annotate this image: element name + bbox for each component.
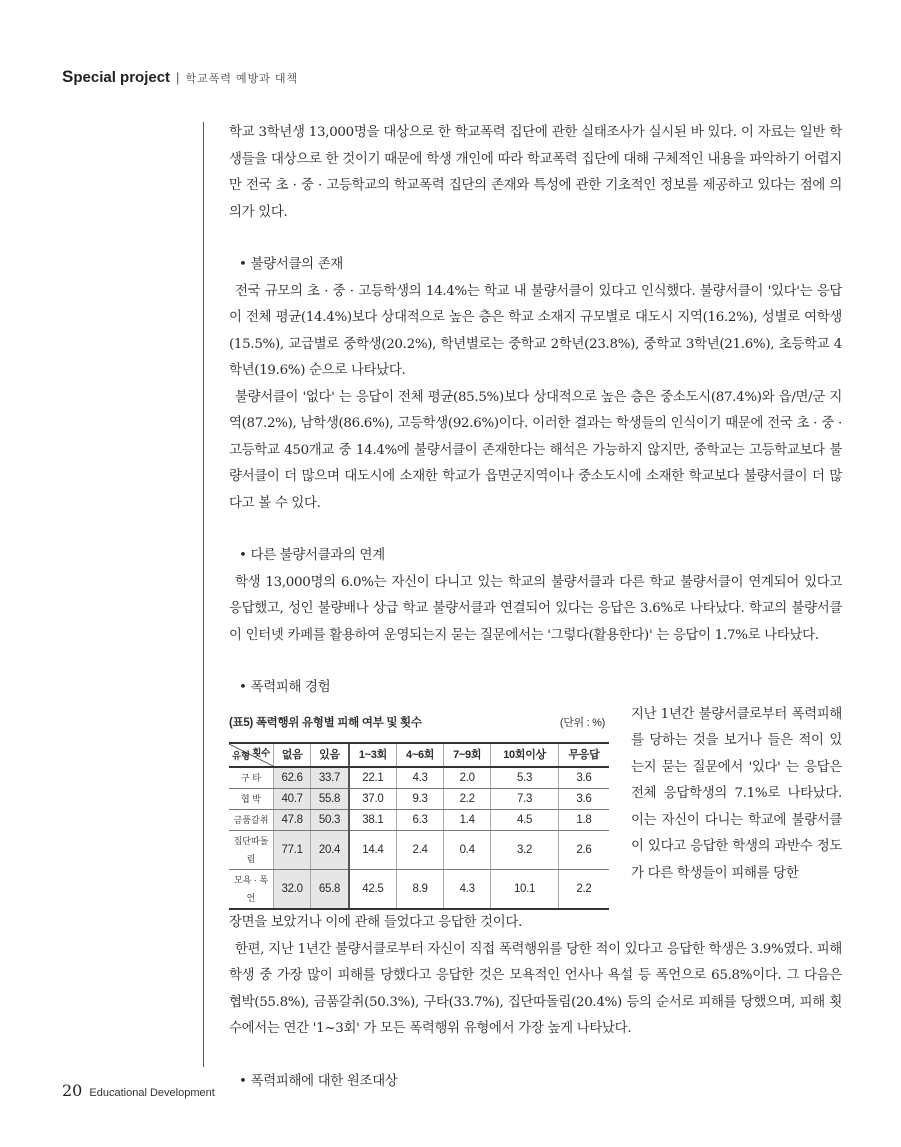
table-unit: (단위 : %) bbox=[559, 716, 605, 729]
table-row bbox=[229, 831, 609, 870]
table-and-text-row bbox=[229, 702, 842, 911]
table-cell: 3.6 bbox=[558, 767, 609, 789]
table-title: (표5) 폭력행위 유형별 피해 여부 및 횟수 bbox=[229, 716, 422, 729]
table-row bbox=[229, 810, 609, 831]
row-label: 집단따돌림 bbox=[229, 831, 274, 870]
table-cell: 37.0 bbox=[349, 789, 397, 810]
section-heading-support: • 폭력피해에 대한 원조대상 bbox=[229, 1069, 842, 1096]
row-label: 협 박 bbox=[229, 789, 274, 810]
table-cell: 1.4 bbox=[444, 810, 491, 831]
section-heading-existence: • 불량서클의 존재 bbox=[229, 252, 842, 279]
table-cell: 32.0 bbox=[274, 870, 311, 910]
side-paragraph: 지난 1년간 불량서클로부터 폭력피해를 당하는 것을 보거나 들은 적이 있는지 묻는 질문에서 '있다' 는 응답은 전체 응답학생의 7.1%로 나타났다. 이는 자신이 다니는 학교에 불량서클이 있다고 응답한 학생의 과반수 정도가 다른 학생들이 피해를 당한 bbox=[631, 706, 842, 881]
table-row bbox=[229, 767, 609, 789]
section-heading-links: • 다른 불량서클과의 연계 bbox=[229, 543, 842, 570]
table-row bbox=[229, 870, 609, 910]
victimization-table-block bbox=[229, 702, 609, 911]
table-cell: 22.1 bbox=[349, 767, 397, 789]
table-cell: 1.8 bbox=[558, 810, 609, 831]
victimization-continuation: 장면을 보았거나 이에 관해 들었다고 응답한 것이다. bbox=[229, 915, 523, 930]
victimization-table bbox=[229, 742, 609, 910]
table-cell: 50.3 bbox=[311, 810, 349, 831]
table-cell: 3.2 bbox=[491, 831, 559, 870]
page-footer bbox=[62, 1081, 215, 1100]
links-paragraph: 학생 13,000명의 6.0%는 자신이 다니고 있는 학교의 불량서클과 다른 학교 불량서클이 연계되어 있다고 응답했고, 성인 불량배나 상급 학교 불량서클과 연결되어 있다는 응답은 3.6%로 나타났다. 학교의 불량서클이 인터넷 카페를 활용하여 운영되는지 묻는 질문에서는 '그렇다(활용한다)' 는 응답이 1.7%로 나타났다. bbox=[229, 574, 842, 643]
table-cell: 47.8 bbox=[274, 810, 311, 831]
table-cell: 2.6 bbox=[558, 831, 609, 870]
table-cell: 20.4 bbox=[311, 831, 349, 870]
column-header: 없음 bbox=[274, 743, 311, 767]
table-corner-cell bbox=[229, 743, 274, 767]
row-label: 모욕 · 폭언 bbox=[229, 870, 274, 910]
table-cell: 55.8 bbox=[311, 789, 349, 810]
table-cell: 2.0 bbox=[444, 767, 491, 789]
table-cell: 33.7 bbox=[311, 767, 349, 789]
table-cell: 77.1 bbox=[274, 831, 311, 870]
margin-rule bbox=[203, 122, 204, 1067]
section-title: Special project bbox=[62, 67, 171, 86]
table-cell: 4.5 bbox=[491, 810, 559, 831]
table-cell: 5.3 bbox=[491, 767, 559, 789]
table-cell: 38.1 bbox=[349, 810, 397, 831]
table-cell: 65.8 bbox=[311, 870, 349, 910]
table-cell: 0.4 bbox=[444, 831, 491, 870]
table-cell: 4.3 bbox=[397, 767, 444, 789]
table-cell: 42.5 bbox=[349, 870, 397, 910]
existence-paragraph-1: 전국 규모의 초 · 중 · 고등학생의 14.4%는 학교 내 불량서클이 있다고 인식했다. 불량서클이 '있다'는 응답이 전체 평균(14.4%)보다 상대적으로 높은 층은 학교 소재지 규모별로 대도시 지역(16.2%), 성별로 여학생(15.5%), 교급별로 중학생(20.2%), 학년별로는 중학교 2학년(23.8%), 중학교 3학년(21.6%), 초등학교 4학년(19.6%) 순으로 나타났다. bbox=[229, 283, 842, 378]
table-cell: 7.3 bbox=[491, 789, 559, 810]
table-cell: 2.2 bbox=[444, 789, 491, 810]
table-title-row bbox=[229, 710, 609, 737]
section-heading-victimization: • 폭력피해 경험 bbox=[229, 675, 842, 702]
header-subtitle: 학교폭력 예방과 대책 bbox=[185, 73, 299, 85]
table-cell: 14.4 bbox=[349, 831, 397, 870]
running-header bbox=[62, 67, 298, 87]
article-body bbox=[229, 120, 842, 1095]
table-cell: 9.3 bbox=[397, 789, 444, 810]
header-separator: | bbox=[176, 70, 180, 85]
table-cell: 10.1 bbox=[491, 870, 559, 910]
table-row bbox=[229, 789, 609, 810]
victimization-paragraph-2: 한편, 지난 1년간 불량서클로부터 자신이 직접 폭력행위를 당한 적이 있다고 응답한 학생은 3.9%였다. 피해 학생 중 가장 많이 피해를 당했다고 응답한 것은 모욕적인 언사나 욕설 등 폭언으로 65.8%이다. 그 다음은 협박(55.8%), 금품갈취(50.3%), 구타(33.7%), 집단따돌림(20.4%) 등의 순서로 피해를 당했으며, 피해 횟수에서는 연간 '1~3회' 가 모든 폭력행위 유형에서 가장 높게 나타났다. bbox=[229, 941, 842, 1036]
column-header: 10회이상 bbox=[491, 743, 559, 767]
corner-bottom-label: 유형 bbox=[232, 751, 250, 762]
table-cell: 6.3 bbox=[397, 810, 444, 831]
column-header: 있음 bbox=[311, 743, 349, 767]
table-cell: 2.2 bbox=[558, 870, 609, 910]
table-cell: 8.9 bbox=[397, 870, 444, 910]
column-header: 1~3회 bbox=[349, 743, 397, 767]
table-cell: 3.6 bbox=[558, 789, 609, 810]
publication-name: Educational Development bbox=[89, 1087, 215, 1099]
row-label: 금품갈취 bbox=[229, 810, 274, 831]
existence-paragraph-2: 불량서클이 '없다' 는 응답이 전체 평균(85.5%)보다 상대적으로 높은 층은 중소도시(87.4%)와 읍/면/군 지역(87.2%), 남학생(86.6%), 고등학생(92.6%)이다. 이러한 결과는 학생들의 인식이기 때문에 전국 초 · 중 · 고등학교 450개교 중 14.4%에 불량서클이 존재한다는 해석은 가능하지 않지만, 중학교는 고등학교보다 불량서클이 더 많으며 대도시에 소재한 학교가 읍면군지역이나 중소도시에 소재한 학교보다 불량서클이 더 많다고 볼 수 있다. bbox=[229, 389, 842, 511]
table-cell: 2.4 bbox=[397, 831, 444, 870]
column-header: 무응답 bbox=[558, 743, 609, 767]
table-cell: 40.7 bbox=[274, 789, 311, 810]
row-label: 구 타 bbox=[229, 767, 274, 789]
page-number: 20 bbox=[62, 1081, 83, 1100]
table-header-row bbox=[229, 743, 609, 767]
intro-paragraph: 학교 3학년생 13,000명을 대상으로 한 학교폭력 집단에 관한 실태조사가 실시된 바 있다. 이 자료는 일반 학생들을 대상으로 한 것이기 때문에 학생 개인에 따라 학교폭력 집단에 대해 구체적인 내용을 파악하기 어렵지만 전국 초 · 중 · 고등학교의 학교폭력 집단의 존재와 특성에 관한 기초적인 정보를 제공하고 있다는 점에 의의가 있다. bbox=[229, 125, 842, 220]
corner-top-label: 횟수 bbox=[252, 748, 270, 759]
table-cell: 62.6 bbox=[274, 767, 311, 789]
table-cell: 4.3 bbox=[444, 870, 491, 910]
column-header: 4~6회 bbox=[397, 743, 444, 767]
column-header: 7~9회 bbox=[444, 743, 491, 767]
